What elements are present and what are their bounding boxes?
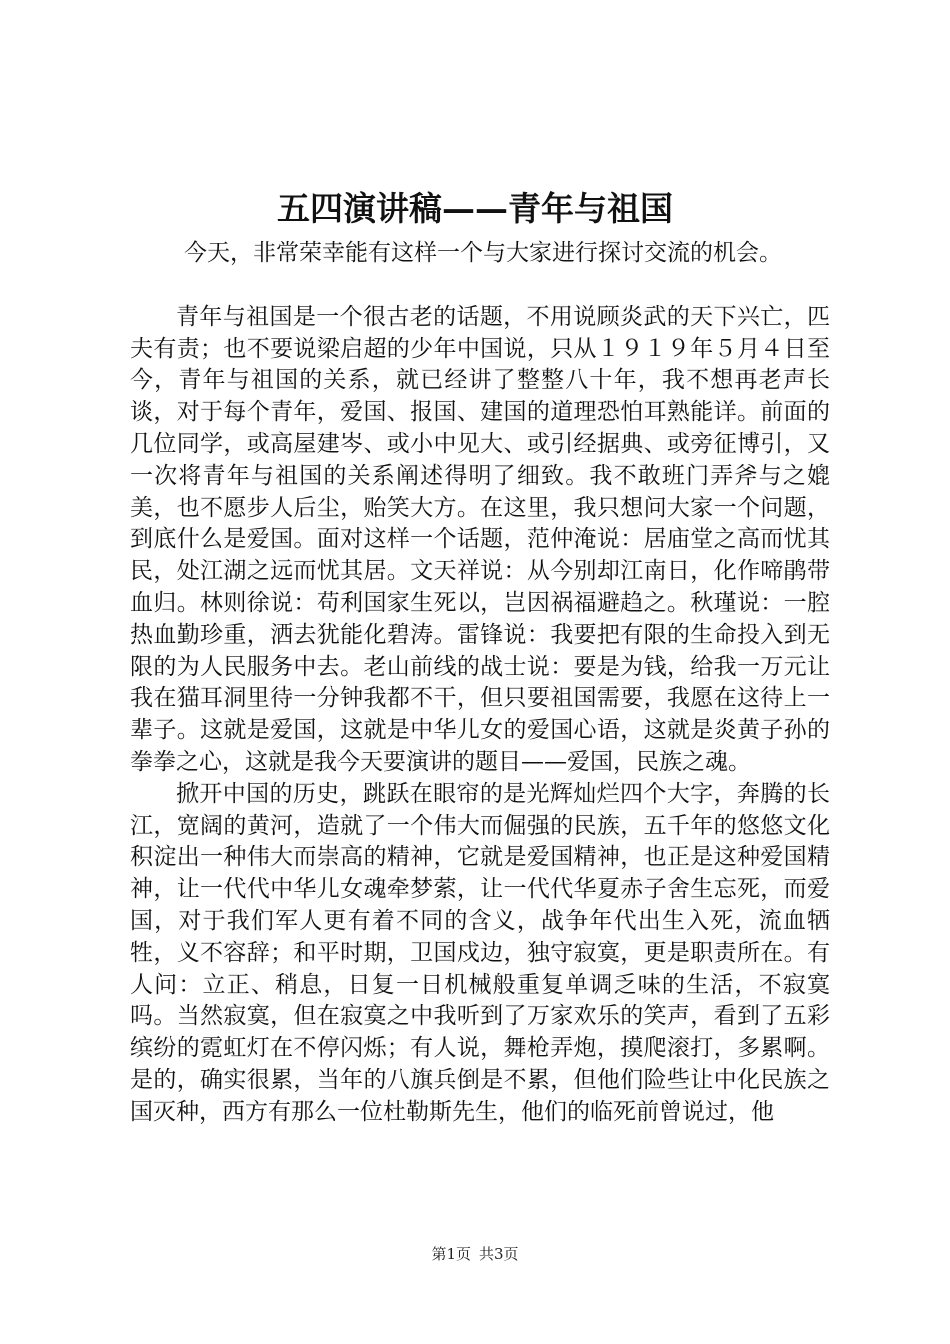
paragraph-3: 掀开中国的历史，跳跃在眼帘的是光辉灿烂四个大字，奔腾的长江，宽阔的黄河，造就了一个伟大而倔强的民族，五千年的悠悠文化积淀出一种伟大而崇高的精神，它就是爱国精神，也正是这种爱国精神，让一代代中华儿女魂牵梦萦，让一代代华夏赤子舍生忘死，而爱国，对于我们军人更有着不同的含义，战争年代出生入死，流血牺牲，义不容辞；和平时期，卫国戍边，独守寂寞，更是职责所在。有人问：立正、稍息，日复一日机械般重复单调乏味的生活，不寂寞吗。当然寂寞，但在寂寞之中我听到了万家欢乐的笑声，看到了五彩缤纷的霓虹灯在不停闪烁；有人说，舞枪弄炮，摸爬滚打，多累啊。是的，确实很累，当年的八旗兵倒是不累，但他们险些让中化民族之国灭种，西方有那么一位杜勒斯先生，他们的临死前曾说过，他 [130, 780, 830, 1125]
page-footer [0, 1244, 950, 1264]
paragraph-intro: 今天，非常荣幸能有这样一个与大家进行探讨交流的机会。 [184, 240, 782, 266]
page-number: 第1页 [431, 1245, 471, 1263]
page-total: 共3页 [479, 1245, 519, 1263]
document-title: 五四演讲稿——青年与祖国 [277, 189, 673, 228]
document-body [130, 238, 830, 1129]
paragraph-2: 青年与祖国是一个很古老的话题，不用说顾炎武的天下兴亡，匹夫有责；也不要说梁启超的少年中国说，只从１９１９年５月４日至今，青年与祖国的关系，就已经讲了整整八十年，我不想再老声长谈，对于每个青年，爱国、报国、建国的道理恐怕耳熟能详。前面的几位同学，或高屋建岑、或小中见大、或引经据典、或旁征博引，又一次将青年与祖国的关系阐述得明了细致。我不敢班门弄斧与之媲美，也不愿步人后尘，贻笑大方。在这里，我只想问大家一个问题，到底什么是爱国。面对这样一个话题，范仲淹说：居庙堂之高而忧其民，处江湖之远而忧其居。文天祥说：从今别却江南日，化作啼鹃带血归。林则徐说：苟利国家生死以，岂因祸福避趋之。秋瑾说：一腔热血勤珍重，洒去犹能化碧涛。雷锋说：我要把有限的生命投入到无限的为人民服务中去。老山前线的战士说：要是为钱，给我一万元让我在猫耳洞里待一分钟我都不干，但只要祖国需要，我愿在这待上一辈子。这就是爱国，这就是中华儿女的爱国心语，这就是炎黄子孙的拳拳之心，这就是我今天要演讲的题目——爱国，民族之魂。 [130, 303, 830, 775]
